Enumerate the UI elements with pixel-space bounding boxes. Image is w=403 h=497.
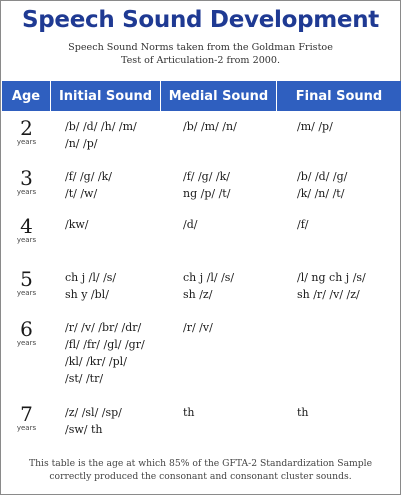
sound-line: /st/ /tr/ bbox=[65, 372, 104, 385]
final-sound-cell bbox=[297, 118, 333, 135]
age-cell bbox=[2, 118, 51, 147]
sound-line: /d/ bbox=[183, 218, 198, 231]
sound-line: sh /r/ /v/ /z/ bbox=[297, 288, 360, 301]
initial-sound-cell bbox=[65, 319, 145, 387]
header-age: Age bbox=[2, 81, 51, 111]
age-unit: years bbox=[16, 289, 37, 297]
age-cell bbox=[2, 319, 51, 348]
final-sound-cell bbox=[297, 168, 347, 202]
sound-line: /t/ /w/ bbox=[65, 187, 98, 200]
sound-line: /r/ /v/ /br/ /dr/ bbox=[65, 321, 142, 334]
final-sound-cell bbox=[297, 269, 366, 303]
sound-line: sh /z/ bbox=[183, 288, 213, 301]
age-unit: years bbox=[16, 236, 37, 244]
sound-line: /kl/ /kr/ /pl/ bbox=[65, 355, 127, 368]
page-title: Speech Sound Development bbox=[22, 7, 379, 33]
age-cell bbox=[2, 269, 51, 298]
medial-sound-cell bbox=[183, 168, 230, 202]
sound-line: /l/ ng ch j /s/ bbox=[297, 271, 366, 284]
header-initial-sound: Initial Sound bbox=[51, 81, 161, 111]
age-cell bbox=[2, 404, 51, 433]
sound-line: sh y /bl/ bbox=[65, 288, 109, 301]
initial-sound-cell bbox=[65, 404, 122, 438]
header-medial-sound: Medial Sound bbox=[161, 81, 277, 111]
initial-sound-cell bbox=[65, 118, 137, 152]
medial-sound-cell bbox=[183, 404, 195, 421]
age-unit: years bbox=[16, 138, 37, 146]
age-unit: years bbox=[16, 424, 37, 432]
sound-line: ch j /l/ /s/ bbox=[183, 271, 235, 284]
age-number: 7 bbox=[20, 402, 33, 426]
footnote-line-1: This table is the age at which 85% of the GFTA-2 Standardization Sample bbox=[28, 458, 373, 469]
footnote-line-2: correctly produced the consonant and consonant cluster sounds. bbox=[49, 471, 352, 482]
sound-line: /r/ /v/ bbox=[183, 321, 213, 334]
age-unit: years bbox=[16, 188, 37, 196]
sound-line: /kw/ bbox=[65, 218, 89, 231]
sound-line: /b/ /d/ /h/ /m/ bbox=[65, 120, 137, 133]
age-number: 5 bbox=[20, 267, 33, 291]
sound-line: /fl/ /fr/ /gl/ /gr/ bbox=[65, 338, 145, 351]
sound-line: /f/ /g/ /k/ bbox=[183, 170, 231, 183]
sound-line: /b/ /m/ /n/ bbox=[183, 120, 237, 133]
header-final-sound: Final Sound bbox=[295, 88, 383, 104]
sound-line: /b/ /d/ /g/ bbox=[297, 170, 348, 183]
subtitle-line-1: Speech Sound Norms taken from the Goldman Fristoe bbox=[68, 42, 333, 53]
age-number: 3 bbox=[20, 166, 33, 190]
medial-sound-cell bbox=[183, 216, 197, 233]
initial-sound-cell bbox=[65, 269, 116, 303]
sound-line: /f/ bbox=[297, 218, 309, 231]
initial-sound-cell bbox=[65, 216, 89, 233]
sound-line: /m/ /p/ bbox=[297, 120, 333, 133]
subtitle bbox=[51, 41, 350, 67]
sound-line: /sw/ th bbox=[65, 423, 103, 436]
age-number: 2 bbox=[20, 116, 33, 140]
footnote bbox=[21, 457, 380, 483]
sound-line: th bbox=[183, 406, 195, 419]
sound-line: ng /p/ /t/ bbox=[183, 187, 231, 200]
sound-line: /k/ /n/ /t/ bbox=[297, 187, 345, 200]
age-number: 4 bbox=[20, 214, 33, 238]
table-header bbox=[2, 81, 401, 111]
age-cell bbox=[2, 216, 51, 245]
age-cell bbox=[2, 168, 51, 197]
age-number: 6 bbox=[20, 317, 33, 341]
final-sound-cell bbox=[297, 404, 309, 421]
sound-line: ch j /l/ /s/ bbox=[65, 271, 117, 284]
sound-line: th bbox=[297, 406, 309, 419]
medial-sound-cell bbox=[183, 319, 213, 336]
sound-line: /f/ /g/ /k/ bbox=[65, 170, 113, 183]
age-unit: years bbox=[16, 339, 37, 347]
initial-sound-cell bbox=[65, 168, 112, 202]
sound-line: /n/ /p/ bbox=[65, 137, 98, 150]
sound-line: /z/ /sl/ /sp/ bbox=[65, 406, 122, 419]
subtitle-line-2: Test of Articulation-2 from 2000. bbox=[120, 55, 281, 66]
final-sound-cell bbox=[297, 216, 308, 233]
medial-sound-cell bbox=[183, 269, 234, 303]
medial-sound-cell bbox=[183, 118, 237, 135]
